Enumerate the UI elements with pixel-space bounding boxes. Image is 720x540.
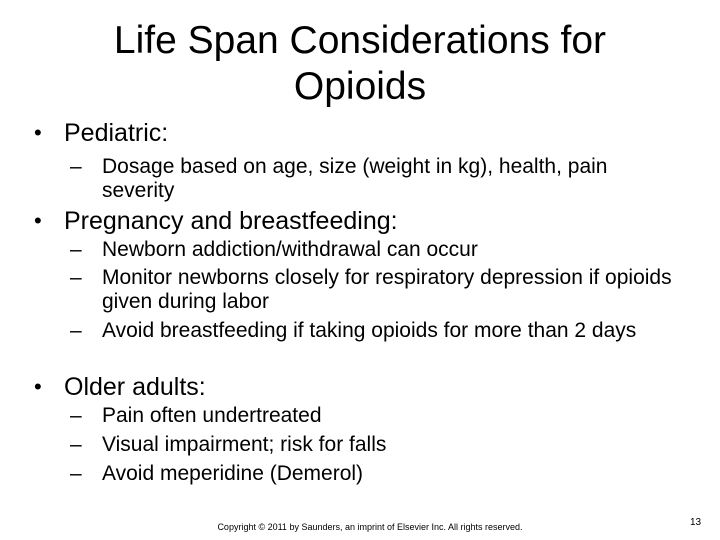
- sub-bullet-text: Avoid breastfeeding if taking opioids for more than 2 days: [102, 319, 637, 342]
- bullet-label: Pregnancy and breastfeeding:: [64, 207, 398, 235]
- bullet-marker: •: [34, 208, 42, 233]
- bullet-marker: •: [34, 374, 42, 399]
- sub-bullet: [70, 238, 680, 262]
- sub-bullet: [70, 319, 680, 343]
- dash-marker: –: [70, 462, 82, 485]
- sub-bullet: [70, 155, 680, 203]
- sub-bullet-text: Avoid meperidine (Demerol): [102, 462, 364, 485]
- dash-marker: –: [70, 155, 82, 178]
- bullet-label: Pediatric:: [64, 119, 169, 147]
- sub-bullet-text: Newborn addiction/withdrawal can occur: [102, 238, 478, 261]
- dash-marker: –: [70, 238, 82, 261]
- bullet-marker: •: [34, 120, 42, 145]
- slide-title-line-2: Opioids: [293, 65, 427, 108]
- copyright-footer: Copyright © 2011 by Saunders, an imprint of Elsevier Inc. All rights reserved.: [217, 522, 523, 532]
- sub-bullet-text: Pain often undertreated: [102, 404, 322, 427]
- dash-marker: –: [70, 404, 82, 427]
- slide-title-line-1: Life Span Considerations for: [113, 19, 607, 62]
- sub-bullet: [70, 462, 680, 486]
- sub-bullet: [70, 404, 680, 428]
- sub-bullet: [70, 433, 680, 457]
- dash-marker: –: [70, 433, 82, 456]
- slide-title: [40, 18, 680, 110]
- page-number: 13: [690, 517, 702, 528]
- bullet-label: Older adults:: [64, 373, 206, 401]
- sub-bullet: [70, 266, 680, 314]
- sub-bullet-text: Dosage based on age, size (weight in kg), health, pain severity: [102, 155, 608, 202]
- sub-bullet-text: Monitor newborns closely for respiratory depression if opioids given during labor: [102, 266, 672, 313]
- dash-marker: –: [70, 266, 82, 289]
- sub-bullet-text: Visual impairment; risk for falls: [102, 433, 387, 456]
- dash-marker: –: [70, 319, 82, 342]
